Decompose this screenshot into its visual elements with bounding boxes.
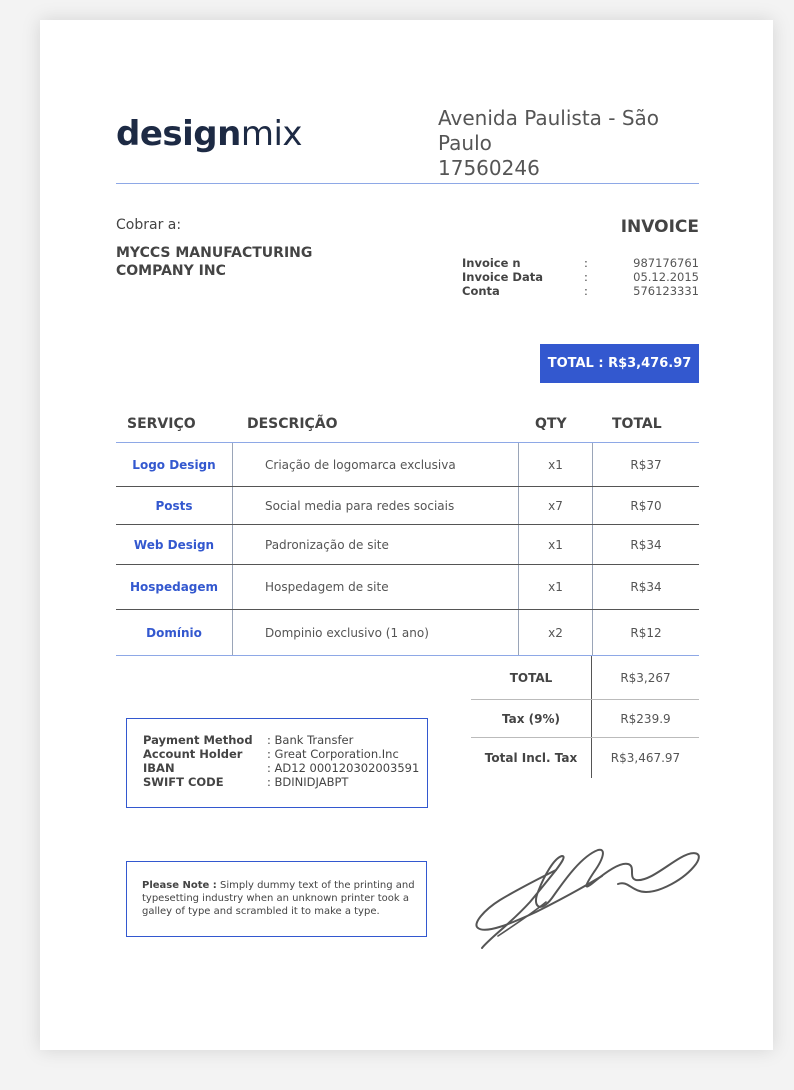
invoice-page [40,20,773,1050]
description-cell: Hospedagem de site [232,565,518,609]
payment-key: Account Holder [143,747,243,761]
invoice-meta-row [462,256,699,271]
client-company-line-2: COMPANY INC [116,263,226,279]
payment-row [143,733,423,747]
payment-value: : Great Corporation.Inc [267,747,399,761]
payment-key: IBAN [143,761,175,775]
meta-separator: : [584,256,588,270]
service-cell: Posts [155,498,193,513]
qty-cell: x2 [518,610,592,655]
summary-row-total [471,656,699,699]
qty-cell: x1 [518,525,592,564]
brand-name-light: mix [240,114,303,154]
table-row [116,487,699,524]
meta-value: 576123331 [633,284,699,298]
summary-label: Tax (9%) [502,711,560,726]
description-cell: Padronização de site [232,525,518,564]
invoice-meta-row [462,284,699,299]
summary-label: TOTAL [509,670,553,685]
payment-row [143,775,423,789]
meta-value: 05.12.2015 [633,270,699,284]
client-company [116,244,376,280]
brand-name-bold: design [116,114,241,154]
meta-separator: : [584,270,588,284]
total-cell: R$12 [592,610,699,655]
table-row [116,610,699,655]
note-label: Please Note : [142,880,217,891]
meta-key: Invoice n [462,256,521,270]
client-company-line-1: MYCCS MANUFACTURING [116,245,313,261]
meta-separator: : [584,284,588,298]
service-cell: Hospedagem [129,580,219,594]
invoice-title: INVOICE [620,217,699,237]
summary-value: R$3,267 [591,656,699,699]
payment-key: SWIFT CODE [143,775,224,789]
signature-stroke-main [482,850,699,948]
qty-cell: x1 [518,565,592,609]
payment-info-box [126,718,428,808]
note-text [142,879,417,918]
service-cell: Web Design [133,537,215,552]
header-divider [116,183,699,184]
bill-to-label: Cobrar a: [116,217,182,233]
table-row [116,565,699,609]
signature-stroke-loop [476,870,602,930]
summary-label: Total Incl. Tax [484,751,578,765]
column-header-total: TOTAL [612,416,662,432]
description-cell: Criação de logomarca exclusiva [232,443,518,486]
table-row [116,525,699,564]
payment-key: Payment Method [143,733,253,747]
service-cell: Domínio [146,625,202,640]
total-badge: TOTAL : R$3,476.97 [540,344,699,383]
note-box [126,861,427,937]
qty-cell: x1 [518,443,592,486]
qty-cell: x7 [518,487,592,524]
total-cell: R$34 [592,565,699,609]
payment-value: : BDINIDJABPT [267,775,349,789]
total-cell: R$37 [592,443,699,486]
summary-value: R$3,467.97 [591,738,699,778]
column-header-qty: QTY [535,416,567,432]
summary-value: R$239.9 [591,700,699,737]
description-cell: Dompinio exclusivo (1 ano) [232,610,518,655]
invoice-meta-row [462,270,699,285]
payment-row [143,761,423,775]
column-header-service: SERVIÇO [127,416,196,432]
meta-key: Invoice Data [462,270,543,284]
total-cell: R$34 [592,525,699,564]
payment-value: : AD12 000120302003591 [267,761,420,775]
column-header-description: DESCRIÇÃO [247,416,338,432]
summary-row-total-incl-tax [471,738,699,778]
note-body: Simply dummy text of the printing and typesetting industry when an unknown printer took a galley of type and scrambled it to make a type. [142,880,415,917]
address-line-2: 17560246 [438,156,540,180]
total-cell: R$70 [592,487,699,524]
brand-logo [116,114,302,154]
signature-image [470,838,702,956]
company-address [438,106,718,181]
table-row [116,443,699,486]
summary-row-tax [471,700,699,737]
meta-value: 987176761 [633,256,699,270]
payment-row [143,747,423,761]
description-cell: Social media para redes sociais [232,487,518,524]
address-line-1: Avenida Paulista - São Paulo [438,106,660,155]
payment-value: : Bank Transfer [267,733,354,747]
signature-stroke-flourish [498,902,546,936]
service-cell: Logo Design [132,457,216,472]
meta-key: Conta [462,284,500,298]
